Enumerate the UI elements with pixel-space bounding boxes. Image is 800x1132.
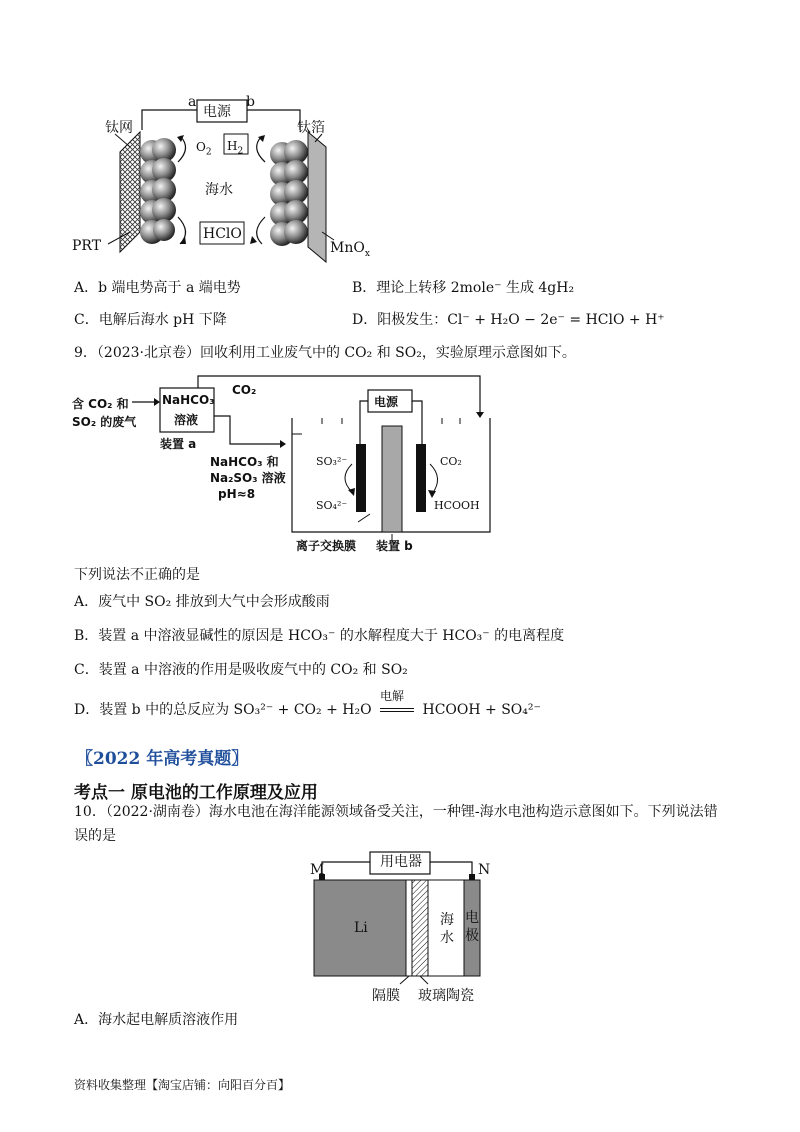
fig2-device-b-label: 装置 b [376, 539, 413, 553]
figure-recovery-apparatus [70, 372, 500, 552]
q9-option-b: B．装置 a 中溶液显碱性的原因是 HCO₃⁻ 的水解程度大于 HCO₃⁻ 的电离程度 [74, 628, 565, 644]
q9-stem: 9．（2023·北京卷）回收利用工业废气中的 CO₂ 和 SO₂，实验原理示意图如下。 [74, 345, 576, 361]
fig3-separator-label: 隔膜 [372, 988, 400, 1004]
q9-option-d-prefix: D．装置 b 中的总反应为 SO₃²⁻ + CO₂ + H₂O [74, 702, 372, 718]
fig3-n-label: N [478, 862, 491, 878]
q8-option-d: D．阳极发生：Cl⁻ + H₂O − 2e⁻ = HClO + H⁺ [352, 312, 665, 328]
fig1-power-label: 电源 [203, 104, 231, 120]
right-catalyst-balls [270, 140, 308, 246]
fig3-seawater-char1: 海 [440, 912, 454, 928]
q8-option-a: A．b 端电势高于 a 端电势 [74, 280, 241, 296]
fig3-li-label: Li [354, 920, 368, 936]
section-heading-2022: 〖2022 年高考真题〗 [76, 749, 249, 769]
fig3-electrode-char1: 电 [465, 910, 479, 926]
q9-option-d [74, 689, 541, 720]
fig1-terminal-b: b [246, 94, 255, 110]
fig1-prt-label: PRT [72, 238, 102, 254]
q9-option-d-suffix: HCOOH + SO₄²⁻ [422, 702, 541, 718]
fig2-co2-top-label: CO₂ [232, 383, 257, 397]
fig2-solution-line1: NaHCO₃ 和 [210, 455, 279, 469]
fig2-box-line2: 溶液 [174, 413, 199, 427]
fig2-waste-gas-line2: SO₂ 的废气 [72, 415, 137, 429]
fig3-appliance-label: 用电器 [380, 854, 422, 870]
fig3-glass-ceramic-label: 玻璃陶瓷 [418, 988, 474, 1004]
fig2-solution-line3: pH≈8 [218, 487, 256, 501]
fig2-so3-label: SO₃²⁻ [316, 455, 348, 468]
topic-heading: 考点一 原电池的工作原理及应用 [74, 783, 318, 803]
fig2-device-a-label: 装置 a [160, 437, 197, 451]
fig2-waste-gas-line1: 含 CO₂ 和 [72, 397, 129, 411]
q10-stem-line2: 误的是 [74, 828, 116, 844]
q9-prompt: 下列说法不正确的是 [74, 567, 200, 583]
q9-option-a: A．废气中 SO₂ 排放到大气中会形成酸雨 [74, 594, 330, 610]
q10-stem-line1: 10．（2022·湖南卷）海水电池在海洋能源领域备受关注，一种锂-海水电池构造示意图如下。下列说法错 [74, 804, 718, 820]
fig2-hcooh-label: HCOOH [434, 499, 480, 512]
fig1-o2-label: $O_2$ [196, 140, 212, 158]
fig2-solution-line2: Na₂SO₃ 溶液 [210, 471, 286, 485]
fig2-power-label: 电源 [374, 395, 399, 409]
fig1-ti-foil-label: 钛箔 [297, 120, 325, 136]
fig1-ti-mesh-label: 钛网 [105, 120, 133, 136]
fig2-box-line1: NaHCO₃ [162, 393, 215, 407]
fig3-electrode-char2: 极 [465, 928, 479, 944]
q9-option-d-condition: 电解 [376, 700, 418, 720]
fig2-co2-right-label: CO₂ [440, 455, 462, 468]
fig1-mnox-label: MnO$_x$ [330, 240, 370, 259]
fig1-terminal-a: a [188, 94, 197, 110]
fig2-so4-label: SO₄²⁻ [316, 499, 348, 512]
fig1-h2-label: $H_2$ [227, 139, 244, 157]
q8-option-b: B．理论上转移 2mole⁻ 生成 4gH₂ [352, 280, 575, 296]
fig3-seawater-char2: 水 [440, 930, 454, 946]
fig3-m-label: M [310, 862, 325, 878]
q8-option-c: C．电解后海水 pH 下降 [74, 312, 227, 328]
fig2-membrane-label: 离子交换膜 [296, 539, 357, 553]
fig1-hclo-label: HClO [203, 226, 242, 242]
q9-option-c: C．装置 a 中溶液的作用是吸收废气中的 CO₂ 和 SO₂ [74, 662, 408, 678]
page-footer: 资料收集整理【淘宝店铺：向阳百分百】 [74, 1078, 291, 1092]
fig1-seawater-label: 海水 [205, 182, 233, 198]
q10-option-a: A．海水起电解质溶液作用 [74, 1012, 239, 1028]
left-catalyst-balls [140, 138, 176, 244]
